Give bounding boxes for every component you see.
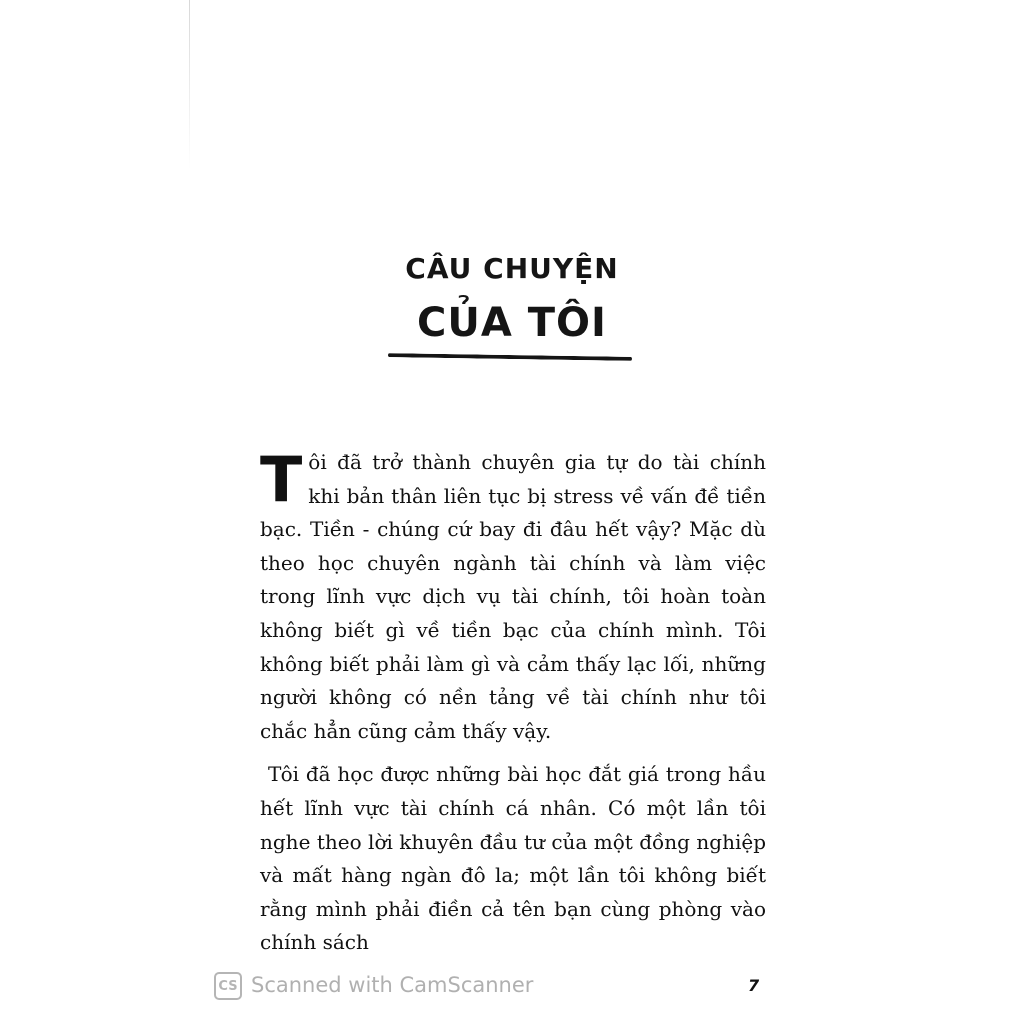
body-text [260, 443, 766, 960]
title-underline [388, 353, 632, 361]
camscanner-logo-text: CS [218, 978, 238, 994]
drop-cap: T [260, 443, 303, 516]
gutter-shadow [189, 0, 190, 170]
chapter-title-line2: CỦA TÔI [417, 300, 607, 346]
camscanner-logo-icon [214, 972, 242, 1000]
paragraph-1-text: ôi đã trở thành chuyên gia tự do tài chính khi bản thân liên tục bị stress về vấn đề tiền bạc. Tiền - chúng cứ bay đi đâu hết vậy? Mặc dù theo học chuyên ngành tài chính và làm việc trong lĩnh vực dịch vụ tài chính, tôi hoàn toàn không biết gì về tiền bạc của chính mình. Tôi không biết phải làm gì và cảm thấy lạc lối, những người không có nền tảng về tài chính như tôi chắc hẳn cũng cảm thấy vậy. [260, 450, 766, 743]
paragraph-1 [260, 443, 766, 748]
page-number: 7 [748, 976, 760, 995]
scanner-watermark: Scanned with CamScanner [251, 973, 534, 997]
chapter-title-line1: CÂU CHUYỆN [405, 252, 619, 285]
paragraph-2: Tôi đã học được những bài học đắt giá trong hầu hết lĩnh vực tài chính cá nhân. Có một lần tôi nghe theo lời khuyên đầu tư của một đồng nghiệp và mất hàng ngàn đô la; một lần tôi không biết rằng mình phải điền cả tên bạn cùng phòng vào chính sách [260, 762, 766, 955]
